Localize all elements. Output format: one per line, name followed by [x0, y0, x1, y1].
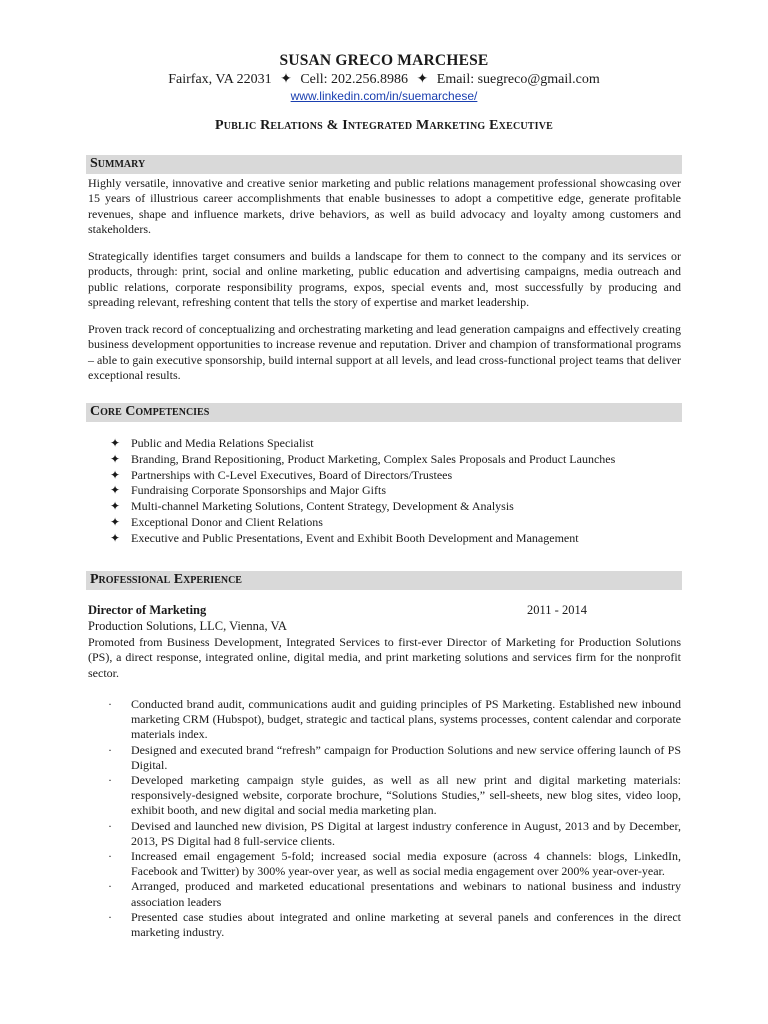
- linkedin-link[interactable]: www.linkedin.com/in/suemarchese/: [290, 89, 478, 103]
- competency-list: [110, 436, 615, 547]
- list-item: ✦ Fundraising Corporate Sponsorships and Major Gifts: [110, 483, 386, 498]
- section-title: Summary: [90, 156, 146, 171]
- star-bullet-icon: ✦: [110, 530, 121, 545]
- star-bullet-icon: ✦: [110, 451, 121, 466]
- separator-star-icon: ✦: [280, 72, 292, 87]
- competencies-section-header: [86, 403, 682, 422]
- bullet-dot-icon: ·: [108, 697, 112, 711]
- contact-line: [0, 71, 768, 88]
- candidate-name: SUSAN GRECO MARCHESE: [279, 52, 489, 69]
- bullet-dot-icon: ·: [108, 879, 112, 894]
- bullet-dot-icon: ·: [108, 742, 112, 757]
- location: Fairfax, VA 22031: [168, 72, 272, 87]
- email: Email: suegreco@gmail.com: [436, 72, 600, 87]
- list-item: · Presented case studies about integrated and online marketing at several panels and conferences in the direct marketing industry.: [108, 909, 681, 940]
- experience-section-header: [86, 571, 682, 590]
- list-item: ✦ Partnerships with C-Level Executives, Board of Directors/Trustees: [110, 467, 453, 482]
- summary-paragraph: Highly versatile, innovative and creative senior marketing and public relations management professional showcasing over 15 years of illustrious career accomplishments that enable businesses to adopt a competitive edge, generate profitable revenues, shape and influence markets, drive behaviors, as well as build advocacy and loyalty among customers and stakeholders.: [88, 176, 681, 237]
- bullet-dot-icon: ·: [108, 909, 112, 924]
- list-item: · Conducted brand audit, communications audit and guiding principles of PS Marketing. Established new inbound marketing CRM (Hubspot), budget, strategic and tactical plans, systems processes, content calendar and corporate materials index.: [108, 697, 681, 742]
- job-company: Production Solutions, LLC, Vienna, VA: [88, 619, 287, 633]
- section-title: Professional Experience: [90, 572, 242, 587]
- cell-phone: Cell: 202.256.8986: [300, 72, 409, 87]
- star-bullet-icon: ✦: [110, 514, 121, 529]
- list-item: · Designed and executed brand “refresh” campaign for Production Solutions and new service offering launch of PS Digital.: [108, 742, 681, 772]
- job-description: Promoted from Business Development, Integrated Services to first-ever Director of Marketing for Production Solutions (PS), a direct response, integrated online, digital media, and print marketing solutions and services firm for the nonprofit sector.: [88, 635, 681, 680]
- list-item: ✦ Executive and Public Presentations, Event and Exhibit Booth Development and Management: [110, 530, 579, 545]
- bullet-dot-icon: ·: [108, 849, 112, 864]
- job-title: Director of Marketing: [88, 603, 207, 617]
- list-item: · Devised and launched new division, PS Digital at largest industry conference in August, 2013 and by December, 2013, PS Digital had 8 full-service clients.: [108, 818, 681, 848]
- summary-paragraph: Proven track record of conceptualizing and orchestrating marketing and lead generation campaigns and effectively creating business development opportunities to increase revenue and reputation. Driver and champion of transformational programs – able to gain executive sponsorship, build internal support at all levels, and lead cross-functional project teams that deliver exceptional results.: [88, 322, 681, 383]
- separator-star-icon: ✦: [416, 72, 429, 87]
- professional-headline: Public Relations & Integrated Marketing Executive: [214, 118, 554, 133]
- list-item: ✦ Branding, Brand Repositioning, Product Marketing, Complex Sales Proposals and Product Launches: [110, 451, 616, 466]
- list-item: ✦ Exceptional Donor and Client Relations: [110, 514, 323, 529]
- star-bullet-icon: ✦: [110, 483, 121, 498]
- list-item: · Increased email engagement 5-fold; increased social media exposure (across 4 channels: blogs, LinkedIn, Facebook and Twitter) by 300% year-over year, as well as social media engagement over 200% year-over-year.: [108, 849, 681, 879]
- list-item: · Developed marketing campaign style guides, as well as all new print and digital marketing materials: responsively-designed website, corporate brochure, “Solutions Studies,” sell-sheets, new blog sites, video loop, exhibit booth, and new digital and social media marketing plan.: [108, 773, 681, 818]
- summary-paragraph: Strategically identifies target consumers and builds a landscape for them to connect to the company and its services or products, through: print, social and online marketing, public education and advertising campaigns, media outreach and public relations, corporate responsibility programs, expos, special events and, most successfully by producing and spreading relevant, refreshing content that tells the story of expertise and market leadership.: [88, 249, 681, 310]
- star-bullet-icon: ✦: [110, 499, 121, 514]
- bullet-dot-icon: ·: [108, 773, 112, 788]
- star-bullet-icon: ✦: [110, 467, 121, 482]
- summary-section-header: [86, 155, 682, 174]
- list-item: ✦ Multi-channel Marketing Solutions, Content Strategy, Development & Analysis: [110, 499, 514, 514]
- list-item: ✦ Public and Media Relations Specialist: [110, 436, 314, 450]
- star-bullet-icon: ✦: [110, 436, 121, 450]
- bullet-dot-icon: ·: [108, 818, 112, 833]
- list-item: · Arranged, produced and marketed educational presentations and webinars to national business and industry association leaders: [108, 879, 681, 909]
- section-title: Core Competencies: [90, 404, 210, 419]
- achievement-list: [88, 697, 681, 940]
- job-dates: 2011 - 2014: [527, 603, 587, 617]
